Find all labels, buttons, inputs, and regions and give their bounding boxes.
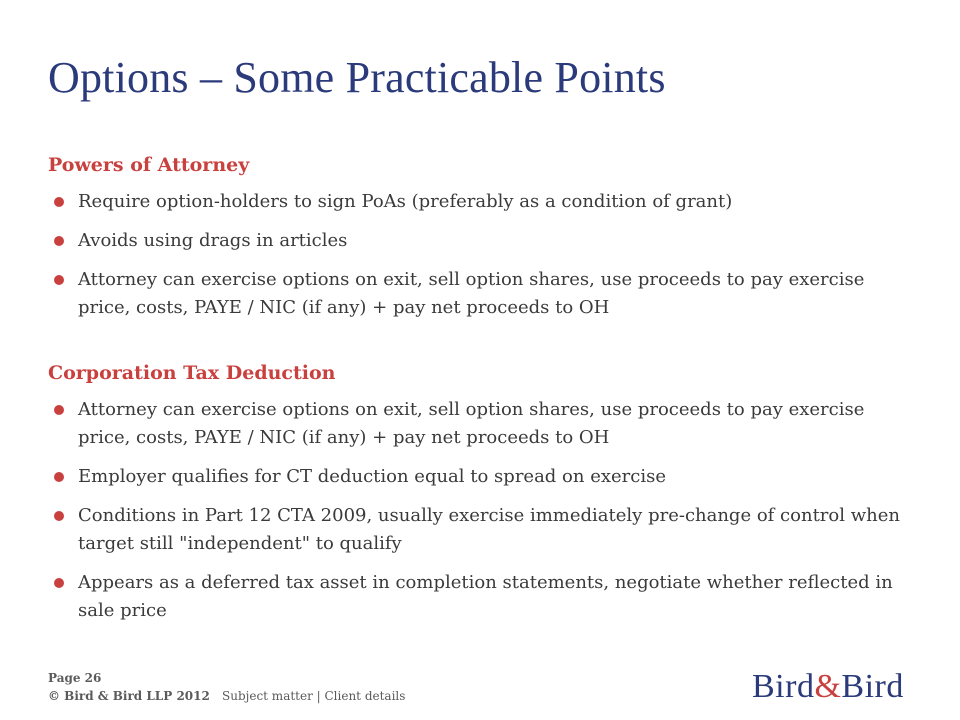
list-item	[48, 188, 908, 216]
logo-word-right: Bird	[841, 668, 904, 705]
slide-content	[48, 154, 908, 636]
bullet-icon	[54, 405, 64, 415]
list-item	[48, 396, 908, 452]
section-heading: Corporation Tax Deduction	[48, 362, 336, 384]
bullet-text: Employer qualifies for CT deduction equal to spread on exercise	[78, 466, 666, 487]
section-corporation-tax-deduction	[48, 362, 908, 625]
copyright-notice: © Bird & Bird LLP 2012	[48, 689, 210, 703]
list-item	[48, 463, 908, 491]
section-heading: Powers of Attorney	[48, 154, 250, 176]
section-powers-of-attorney	[48, 154, 908, 322]
bullet-icon	[54, 472, 64, 482]
bullet-icon	[54, 275, 64, 285]
subject-details: Subject matter | Client details	[222, 689, 406, 703]
bullet-icon	[54, 511, 64, 521]
bullet-list	[48, 188, 908, 322]
bullet-text: Require option-holders to sign PoAs (preferably as a condition of grant)	[78, 191, 733, 212]
list-item	[48, 227, 908, 255]
list-item	[48, 502, 908, 558]
bullet-text: Appears as a deferred tax asset in completion statements, negotiate whether reflected in sale price	[78, 572, 893, 621]
list-item	[48, 266, 908, 322]
bullet-text: Attorney can exercise options on exit, sell option shares, use proceeds to pay exercise price, costs, PAYE / NIC (if any) + pay net proceeds to OH	[78, 399, 865, 448]
bullet-text: Conditions in Part 12 CTA 2009, usually exercise immediately pre-change of control when target still "independent" to qualify	[78, 505, 900, 554]
bullet-icon	[54, 197, 64, 207]
list-item	[48, 569, 908, 625]
bullet-list	[48, 396, 908, 625]
bullet-icon	[54, 578, 64, 588]
bird-and-bird-logo	[752, 668, 904, 706]
logo-ampersand: &	[814, 668, 842, 705]
bullet-text: Attorney can exercise options on exit, sell option shares, use proceeds to pay exercise price, costs, PAYE / NIC (if any) + pay net proceeds to OH	[78, 269, 865, 318]
bullet-icon	[54, 236, 64, 246]
bullet-text: Avoids using drags in articles	[78, 230, 348, 251]
logo-word-left: Bird	[752, 668, 815, 705]
slide-title: Options – Some Practicable Points	[48, 53, 666, 102]
page-number: Page 26	[48, 671, 102, 685]
